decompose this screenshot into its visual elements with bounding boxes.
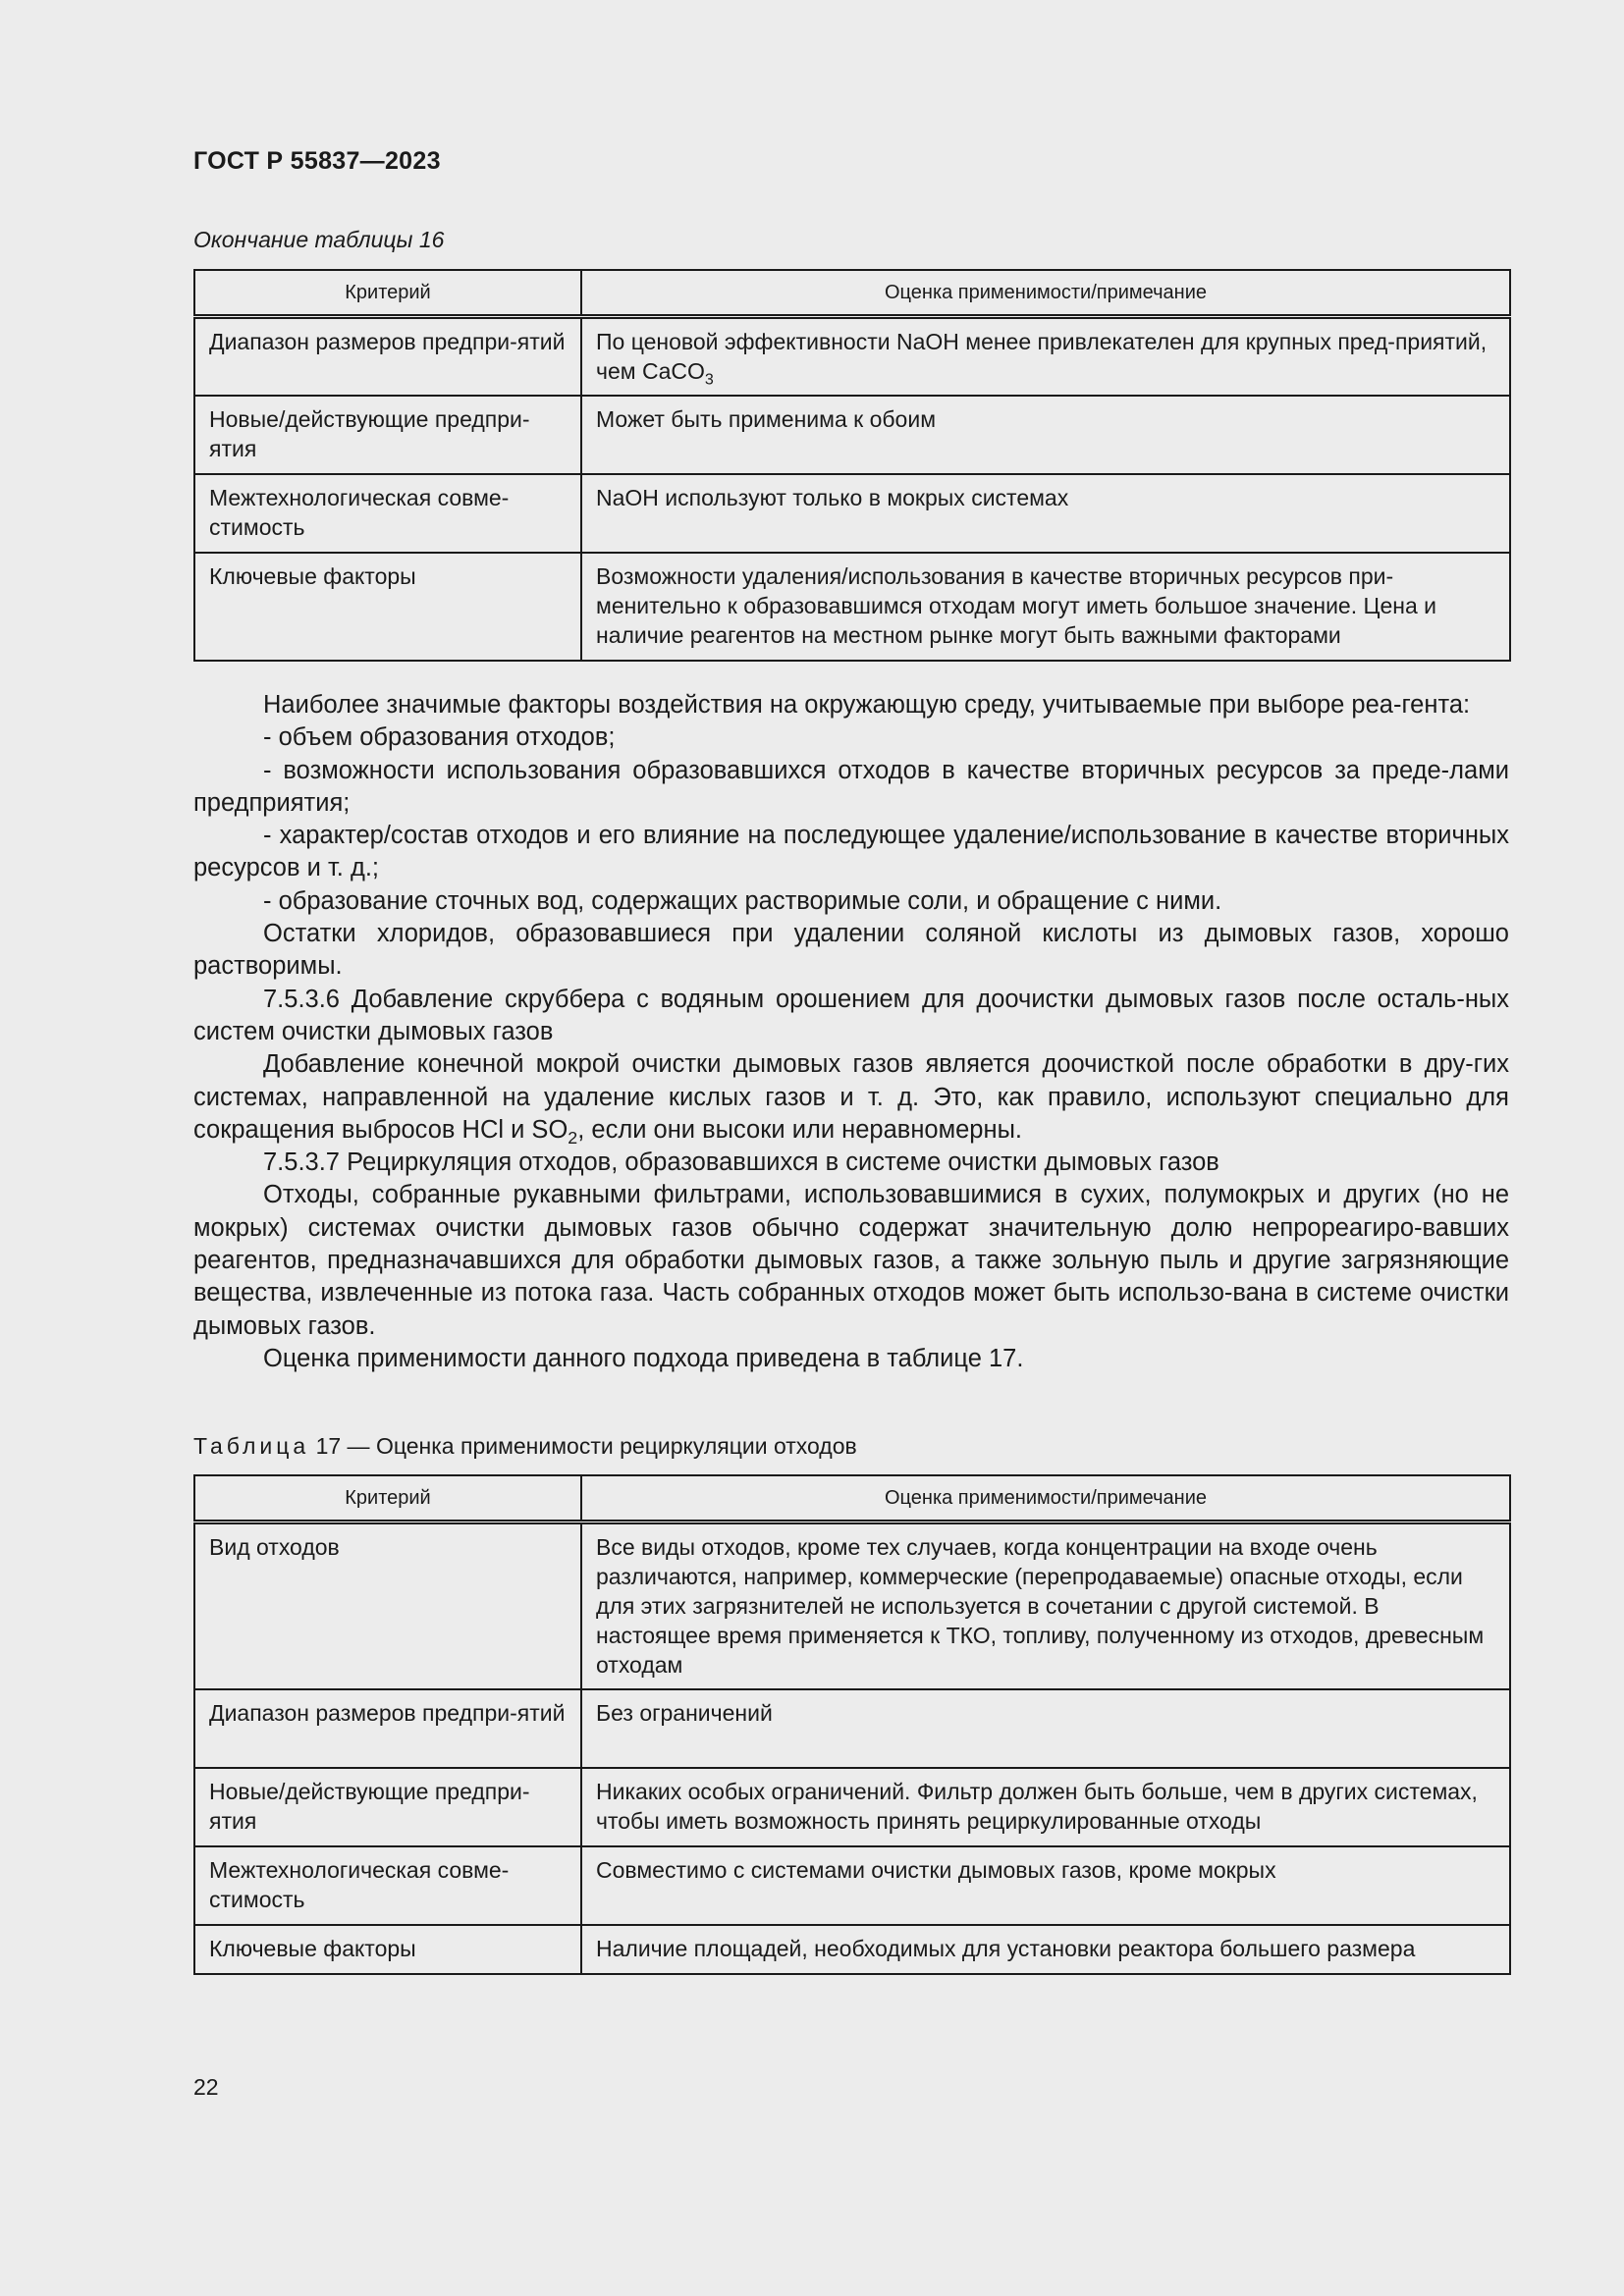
paragraph-text: , если они высоки или неравномерны. bbox=[577, 1115, 1022, 1144]
table17-cell-note: Совместимо с системами очистки дымовых газов, кроме мокрых bbox=[581, 1846, 1510, 1925]
table17-cell-note: Никаких особых ограничений. Фильтр должен быть больше, чем в других системах, чтобы иметь возможность принять рециркулированные отходы bbox=[581, 1768, 1510, 1846]
table16-cell-criterion: Новые/действующие предпри-ятия bbox=[194, 396, 581, 474]
table-row bbox=[194, 1925, 1510, 1974]
list-item: - объем образования отходов; bbox=[263, 723, 616, 752]
paragraph bbox=[193, 1048, 1509, 1147]
table16-header-note: Оценка применимости/примечание bbox=[581, 270, 1510, 317]
table17-caption-title: 17 — Оценка применимости рециркуляции отходов bbox=[309, 1433, 857, 1459]
table16-caption: Окончание таблицы 16 bbox=[193, 227, 445, 252]
table16-cell-criterion: Ключевые факторы bbox=[194, 553, 581, 661]
body-text bbox=[193, 689, 1509, 1375]
table-row bbox=[194, 474, 1510, 553]
list-item: - образование сточных вод, содержащих растворимые соли, и обращение с ними. bbox=[263, 886, 1222, 915]
table16-cell-note: Возможности удаления/использования в качестве вторичных ресурсов при-менительно к образовавшимся отходам могут иметь большое значение. Цена и наличие реагентов на местном рынке могут быть важными факторами bbox=[581, 553, 1510, 661]
table17-header-note: Оценка применимости/примечание bbox=[581, 1475, 1510, 1522]
table-row bbox=[194, 1689, 1510, 1768]
table17-cell-note: Все виды отходов, кроме тех случаев, когда концентрации на входе очень различаются, например, коммерческие (перепродаваемые) опасные отходы, если для этих загрязнителей не используется в сочетании с другой системой. В настоящее время применяется к ТКО, топливу, полученному из отходов, древесным отходам bbox=[581, 1522, 1510, 1689]
table17 bbox=[193, 1474, 1511, 1975]
table17-cell-criterion: Вид отходов bbox=[194, 1522, 581, 1689]
table16-cell-note: NaOH используют только в мокрых системах bbox=[581, 474, 1510, 553]
table-row bbox=[194, 553, 1510, 661]
list-item: - возможности использования образовавшихся отходов в качестве вторичных ресурсов за преде-лами предприятия; bbox=[193, 756, 1509, 817]
subscript: 3 bbox=[704, 370, 714, 389]
paragraph: Наиболее значимые факторы воздействия на окружающую среду, учитываемые при выборе реа-гента: bbox=[263, 691, 1471, 719]
section-heading: 7.5.3.7 Рециркуляция отходов, образовавшихся в системе очистки дымовых газов bbox=[263, 1148, 1219, 1177]
page-number: 22 bbox=[193, 2074, 219, 2100]
table-row bbox=[194, 1846, 1510, 1925]
paragraph: Оценка применимости данного подхода приведена в таблице 17. bbox=[263, 1344, 1024, 1372]
table17-caption-label: Таблица bbox=[193, 1433, 310, 1459]
table17-cell-note: Без ограничений bbox=[581, 1689, 1510, 1768]
table17-cell-note: Наличие площадей, необходимых для установки реактора большего размера bbox=[581, 1925, 1510, 1974]
table16-header-criterion: Критерий bbox=[194, 270, 581, 317]
list-item: - характер/состав отходов и его влияние на последующее удаление/использование в качестве вторичных ресурсов и т. д.; bbox=[193, 822, 1509, 882]
table-row bbox=[194, 1768, 1510, 1846]
table17-cell-criterion: Межтехнологическая совме-стимость bbox=[194, 1846, 581, 1925]
table-row bbox=[194, 317, 1510, 396]
subscript: 2 bbox=[568, 1128, 578, 1148]
table17-cell-criterion: Ключевые факторы bbox=[194, 1925, 581, 1974]
table16-cell-criterion: Межтехнологическая совме-стимость bbox=[194, 474, 581, 553]
table16-cell-criterion: Диапазон размеров предпри-ятий bbox=[194, 317, 581, 396]
table16 bbox=[193, 269, 1511, 662]
table17-caption bbox=[193, 1433, 857, 1460]
paragraph-text: Добавление конечной мокрой очистки дымовых газов является доочисткой после обработки в дру-гих системах, направленной на удаление кислых газов и т. д. Это, как правило, используют специально для сокращения выбросов HCl и SO bbox=[193, 1050, 1509, 1144]
table-row bbox=[194, 1522, 1510, 1689]
section-heading: 7.5.3.6 Добавление скруббера с водяным орошением для доочистки дымовых газов после осталь-ных систем очистки дымовых газов bbox=[193, 985, 1509, 1045]
table16-cell-note: Может быть применима к обоим bbox=[581, 396, 1510, 474]
document-header: ГОСТ Р 55837—2023 bbox=[193, 147, 441, 175]
note-text: По ценовой эффективности NaOH менее привлекателен для крупных пред-приятий, чем CaCO bbox=[596, 329, 1488, 384]
table16-cell-note bbox=[581, 317, 1510, 396]
table17-cell-criterion: Диапазон размеров предпри-ятий bbox=[194, 1689, 581, 1768]
paragraph: Остатки хлоридов, образовавшиеся при удалении соляной кислоты из дымовых газов, хорошо растворимы. bbox=[193, 920, 1509, 981]
table17-cell-criterion: Новые/действующие предпри-ятия bbox=[194, 1768, 581, 1846]
table-row bbox=[194, 396, 1510, 474]
paragraph: Отходы, собранные рукавными фильтрами, использовавшимися в сухих, полумокрых и других (но не мокрых) системах очистки дымовых газов обычно содержат значительную долю непрореагиро-вавших реагентов, предназначавшихся для обработки дымовых газов, а также зольную пыль и другие загрязняющие вещества, извлеченные из потока газа. Часть собранных отходов может быть использо-вана в системе очистки дымовых газов. bbox=[193, 1181, 1509, 1340]
table17-header-criterion: Критерий bbox=[194, 1475, 581, 1522]
